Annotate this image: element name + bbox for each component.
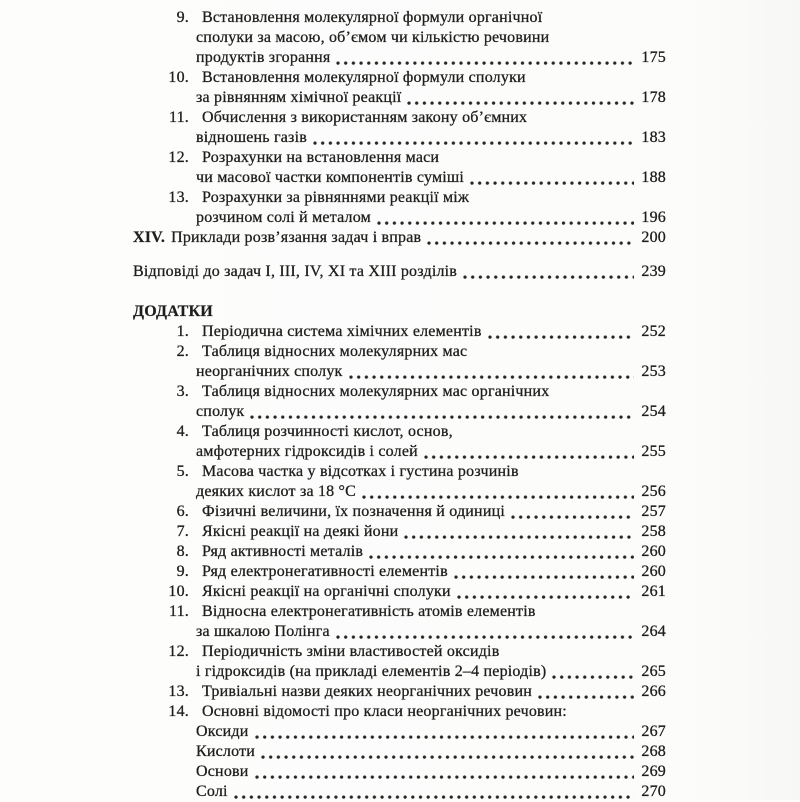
entry-text: відношень газів: [196, 129, 307, 146]
toc-line: [133, 662, 666, 682]
subentry-label: Основи: [196, 763, 249, 780]
toc-line: [133, 562, 666, 582]
entry-text: за рівнянням хімічної реакції: [196, 89, 402, 106]
entry-number: 1.: [176, 323, 189, 340]
entry-text: Масова частка у відсотках і густина розчинів: [202, 463, 519, 480]
page-number: 255: [641, 443, 666, 460]
page-number: 266: [641, 683, 666, 700]
entry-number: 10.: [168, 69, 189, 86]
subentry-label: Оксиди: [196, 723, 249, 740]
entry-number: 10.: [168, 583, 189, 600]
toc-line: [133, 188, 666, 208]
toc-entry: [133, 382, 666, 422]
subentry-label: Кислоти: [196, 743, 256, 760]
entry-text: Розрахунки на встановлення маси: [202, 149, 440, 166]
dot-leader: [349, 375, 634, 379]
dot-leader: [404, 535, 634, 539]
page-number: 183: [641, 129, 666, 146]
toc-line: [133, 502, 666, 522]
entry-number: 14.: [168, 703, 189, 720]
dot-leader: [313, 141, 634, 145]
dot-leader: [369, 555, 634, 559]
entry-text: за шкалою Полінга: [196, 623, 330, 640]
entry-text: Періодичність зміни властивостей оксидів: [202, 643, 500, 660]
page-number: 264: [641, 623, 666, 640]
toc-subline: [133, 722, 666, 742]
entry-text: чи масової частки компонентів суміші: [196, 169, 465, 186]
dot-leader: [538, 695, 634, 699]
dot-leader: [255, 775, 634, 779]
entry-number: 9.: [176, 9, 189, 26]
page-number: 252: [641, 323, 666, 340]
toc-entry: [133, 342, 666, 382]
entry-text: Встановлення молекулярної формули сполуки: [202, 69, 526, 86]
entry-text: продуктів згорання: [196, 49, 331, 66]
dot-leader: [362, 495, 634, 499]
page-number: 261: [641, 583, 666, 600]
toc-line: [133, 28, 666, 48]
dot-leader: [336, 635, 634, 639]
entry-text: Основні відомості про класи неорганічних речовин:: [202, 703, 567, 720]
toc-line: [133, 582, 666, 602]
toc-line: [133, 88, 666, 108]
entry-number: 13.: [168, 683, 189, 700]
entry-text: амфотерних гідроксидів і солей: [196, 443, 418, 460]
toc-line: [133, 522, 666, 542]
toc-entry: [133, 8, 666, 68]
entry-text: сполуки за масою, об’ємом чи кількістю речовини: [196, 29, 550, 46]
toc-line: [133, 382, 666, 402]
dot-leader: [470, 181, 634, 185]
toc-entry: [133, 642, 666, 682]
entry-number: 12.: [168, 149, 189, 166]
dot-leader: [457, 595, 634, 599]
entry-number: 12.: [168, 643, 189, 660]
toc-entry: [133, 462, 666, 502]
entry-text: сполук: [196, 403, 245, 420]
toc-line: [133, 128, 666, 148]
entry-text: Відносна електронегативність атомів елементів: [202, 603, 536, 620]
entry-text: неорганічних сполук: [196, 363, 343, 380]
entry-number: 11.: [168, 603, 189, 620]
page-number: 178: [641, 89, 666, 106]
entry-number: 8.: [176, 543, 189, 560]
page-number: 270: [641, 783, 666, 800]
page-number: 268: [641, 743, 666, 760]
page-number: 257: [641, 503, 666, 520]
entry-text: Ряд активності металів: [202, 543, 364, 560]
toc-entry: [133, 108, 666, 148]
toc-subline: [133, 742, 666, 762]
toc-line: [133, 148, 666, 168]
entry-number: 3.: [176, 383, 189, 400]
page-number: 196: [641, 209, 666, 226]
entry-number: 9.: [176, 563, 189, 580]
page-number: 260: [641, 543, 666, 560]
dot-leader: [552, 675, 634, 679]
toc-line: [133, 168, 666, 188]
entry-text: розчином солі й металом: [196, 209, 371, 226]
page-number: 260: [641, 563, 666, 580]
answers-title: Відповіді до задач I, III, IV, XI та XIII розділів: [133, 263, 458, 280]
toc-line: [133, 622, 666, 642]
entry-text: Фізичні величини, їх позначення й одиниці: [202, 503, 505, 520]
entry-text: Встановлення молекулярної формули органічної: [202, 9, 543, 26]
entry-text: Таблиця відносних молекулярних мас органічних: [202, 383, 550, 400]
chapter-numeral: XIV.: [133, 229, 166, 246]
toc-line: [133, 402, 666, 422]
toc-entry-answers: [133, 262, 666, 282]
entry-text: Тривіальні назви деяких неорганічних речовин: [202, 683, 533, 700]
dot-leader: [336, 61, 634, 65]
toc-subline: [133, 762, 666, 782]
entry-text: Обчислення з використанням закону об’ємних: [202, 109, 528, 126]
toc-line: [133, 362, 666, 382]
dot-leader: [250, 415, 634, 419]
toc-line: [133, 542, 666, 562]
toc-entry: [133, 602, 666, 642]
entry-number: 5.: [176, 463, 189, 480]
entry-text: Періодична система хімічних елементів: [202, 323, 482, 340]
appendix-heading: [133, 302, 666, 322]
entry-text: Якісні реакції на органічні сполуки: [202, 583, 451, 600]
page-number: 253: [641, 363, 666, 380]
toc-entry: [133, 702, 666, 802]
table-of-contents: [133, 8, 666, 802]
toc-line: [133, 442, 666, 462]
toc-line: [133, 702, 666, 722]
dot-leader: [463, 275, 634, 279]
toc-line: [133, 342, 666, 362]
dot-leader: [261, 755, 634, 759]
page-number: 269: [641, 763, 666, 780]
page-number: 188: [641, 169, 666, 186]
page-number: 254: [641, 403, 666, 420]
page-number: 265: [641, 663, 666, 680]
dot-leader: [488, 335, 634, 339]
entry-text: і гідроксидів (на прикладі елементів 2–4 періодів): [196, 663, 547, 680]
dot-leader: [424, 455, 634, 459]
entry-number: 2.: [176, 343, 189, 360]
toc-line: [133, 48, 666, 68]
entry-number: 4.: [176, 423, 189, 440]
dot-leader: [407, 101, 634, 105]
toc-line: [133, 208, 666, 228]
entry-text: Якісні реакції на деякі йони: [202, 523, 399, 540]
appendix-heading-label: ДОДАТКИ: [133, 303, 213, 320]
toc-line: [133, 108, 666, 128]
page-number: 267: [641, 723, 666, 740]
page-number: 258: [641, 523, 666, 540]
toc-entry: [133, 148, 666, 188]
entry-text: Таблиця розчинності кислот, основ,: [202, 423, 453, 440]
entry-number: 6.: [176, 503, 189, 520]
entry-number: 11.: [168, 109, 189, 126]
dot-leader: [234, 795, 634, 799]
page-number: 256: [641, 483, 666, 500]
toc-line: [133, 602, 666, 622]
dot-leader: [511, 515, 634, 519]
dot-leader: [454, 575, 634, 579]
page-number: 239: [641, 263, 666, 280]
toc-line: [133, 8, 666, 28]
chapter-title: Приклади розв’язання задач і вправ: [171, 229, 422, 246]
dot-leader: [255, 735, 635, 739]
toc-line: [133, 642, 666, 662]
toc-line: [133, 482, 666, 502]
toc-entry: [133, 68, 666, 108]
entry-text: Таблиця відносних молекулярних мас: [202, 343, 468, 360]
entry-text: Ряд електронегативності елементів: [202, 563, 448, 580]
toc-entry-chapter-xiv: [133, 228, 666, 248]
subentry-label: Солі: [196, 783, 228, 800]
entry-text: деяких кислот за 18 °С: [196, 483, 357, 500]
dot-leader: [427, 241, 634, 245]
entry-text: Розрахунки за рівняннями реакції між: [202, 189, 470, 206]
dot-leader: [377, 221, 634, 225]
toc-line: [133, 322, 666, 342]
toc-line: [133, 68, 666, 88]
entry-number: 13.: [168, 189, 189, 206]
page-number: 200: [641, 229, 666, 246]
toc-subline: [133, 782, 666, 802]
toc-entry: [133, 422, 666, 462]
entry-number: 7.: [176, 523, 189, 540]
page-number: 175: [641, 49, 666, 66]
toc-entry: [133, 188, 666, 228]
toc-line: [133, 422, 666, 442]
toc-line: [133, 682, 666, 702]
toc-line: [133, 462, 666, 482]
